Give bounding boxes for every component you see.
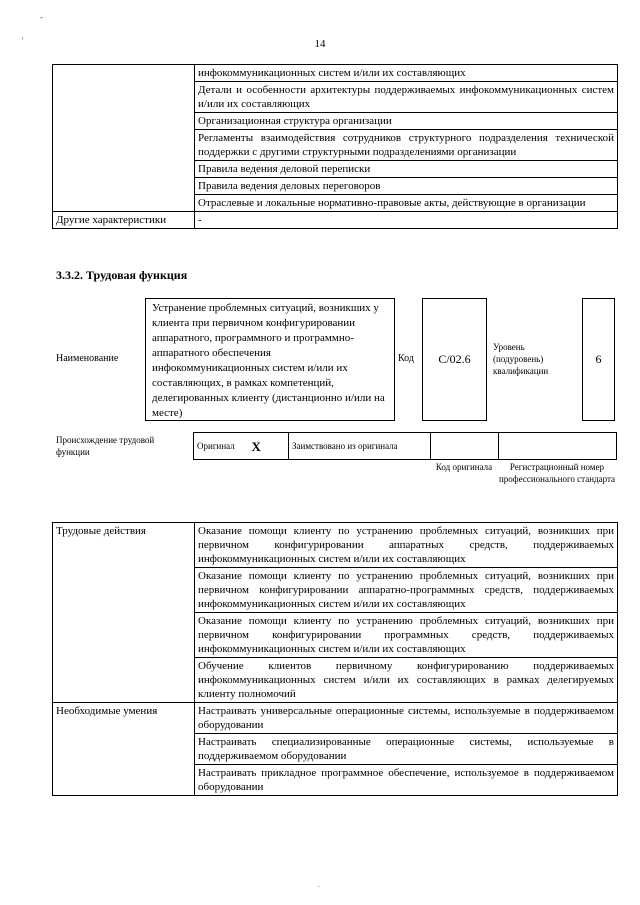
original-mark: X	[249, 433, 289, 460]
other-characteristics-label: Другие характеристики	[53, 212, 195, 229]
table-cell: Правила ведения деловой переписки	[195, 161, 618, 178]
table-row	[194, 433, 617, 460]
labor-action: Обучение клиентов первичному конфигурированию поддерживаемых инфокоммуникационных систем и/или их составляющих в рамках делегируемых клиенту полномочий	[195, 658, 618, 703]
required-skill: Настраивать универсальные операционные системы, используемые в поддерживаемом оборудовании	[195, 703, 618, 734]
other-characteristics-value: -	[195, 212, 618, 229]
origin-label: Происхождение трудовой функции	[56, 435, 155, 457]
borrowed-label: Заимствовано из оригинала	[289, 433, 431, 460]
section-title: 3.3.2. Трудовая функция	[56, 268, 188, 282]
labor-action: Оказание помощи клиенту по устранению проблемных ситуаций, возникших при первичном конфигурировании аппаратно-программных средств, поддерживаемых инфокоммуникационных систем и/или их составляющих	[195, 568, 618, 613]
labor-action: Оказание помощи клиенту по устранению проблемных ситуаций, возникших при первичном конфигурировании аппаратных средств, поддерживаемых инфокоммуникационных систем и/или их составляющих	[195, 523, 618, 568]
registration-number-caption: Регистрационный номер профессионального стандарта	[498, 462, 616, 484]
original-code-cell	[431, 433, 499, 460]
table-cell: Детали и особенности архитектуры поддерживаемых инфокоммуникационных систем и/или их составляющих	[195, 82, 618, 113]
page-number: 14	[314, 38, 326, 50]
labor-action: Оказание помощи клиенту по устранению проблемных ситуаций, возникших при первичном конфигурировании программных средств, поддерживаемых инфокоммуникационных систем и/или их составляющих	[195, 613, 618, 658]
table-cell: инфокоммуникационных систем и/или их составляющих	[195, 65, 618, 82]
required-skill: Настраивать специализированные операционные системы, используемые в поддерживаемом оборудовании	[195, 734, 618, 765]
table-cell-empty	[53, 65, 195, 212]
code-value-box: С/02.6	[422, 298, 487, 421]
table-cell: Отраслевые и локальные нормативно-правовые акты, действующие в организации	[195, 195, 618, 212]
code-original-caption: Код оригинала	[435, 462, 493, 472]
table-cell: Организационная структура организации	[195, 113, 618, 130]
level-value-box: 6	[582, 298, 615, 421]
labor-actions-label: Трудовые действия	[53, 523, 195, 703]
table-row	[53, 523, 618, 568]
name-value-box: Устранение проблемных ситуаций, возникших у клиента при первичном конфигурировании аппаратного, программного и программно-аппаратного обеспечения инфокоммуникационных систем и/или их составляющих, в рамках компетенций, делегированных клиенту (дистанционно и/или на месте)	[145, 298, 395, 421]
scan-mark: .	[318, 880, 320, 889]
original-label: Оригинал	[194, 433, 249, 460]
required-skill: Настраивать прикладное программное обеспечение, используемое в поддерживаемом оборудовании	[195, 765, 618, 796]
table-cell: Регламенты взаимодействия сотрудников структурного подразделения технической поддержки с другими структурными подразделениями организации	[195, 130, 618, 161]
table-row	[53, 212, 618, 229]
registration-number-cell	[499, 433, 617, 460]
scan-mark: -	[40, 12, 43, 22]
level-label: Уровень (подуровень) квалификации	[493, 342, 549, 376]
main-table	[52, 522, 618, 796]
top-table	[52, 64, 618, 229]
table-row	[53, 703, 618, 734]
origin-table	[193, 432, 617, 460]
table-cell: Правила ведения деловых переговоров	[195, 178, 618, 195]
table-row	[53, 65, 618, 82]
required-skills-label: Необходимые умения	[53, 703, 195, 796]
name-label: Наименование	[56, 353, 119, 364]
code-label: Код	[398, 353, 414, 364]
scan-mark: '	[22, 36, 24, 46]
